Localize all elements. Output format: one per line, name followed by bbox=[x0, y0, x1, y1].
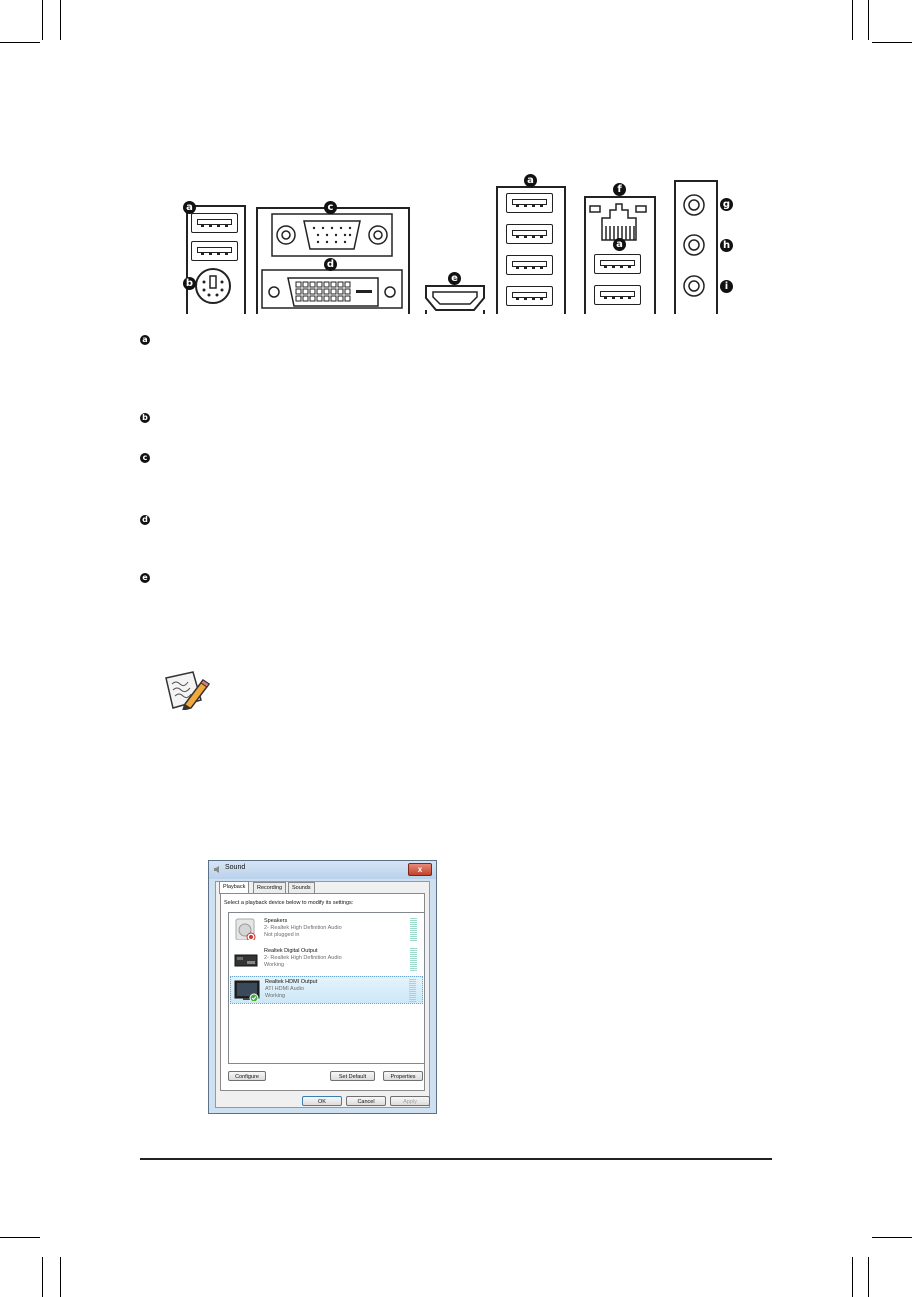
device-list bbox=[228, 912, 425, 1064]
device-driver: 2- Realtek High Definition Audio bbox=[264, 955, 342, 961]
list-marker-b: b bbox=[140, 413, 150, 423]
dialog-titlebar[interactable] bbox=[209, 861, 436, 879]
label-i-badge: i bbox=[720, 280, 733, 293]
device-item[interactable] bbox=[230, 916, 423, 944]
label-c-badge: c bbox=[324, 201, 337, 214]
device-driver: ATI HDMI Audio bbox=[265, 986, 305, 992]
properties-button[interactable]: Properties bbox=[383, 1071, 423, 1081]
dialog-title: Sound bbox=[225, 864, 246, 871]
configure-button[interactable]: Configure bbox=[228, 1071, 266, 1081]
label-h-badge: h bbox=[720, 239, 733, 252]
ps2-port-icon bbox=[193, 266, 233, 306]
device-name: Realtek Digital Output bbox=[264, 948, 318, 954]
vga-port-icon bbox=[268, 210, 396, 260]
hdmi-port-icon bbox=[424, 284, 486, 314]
sound-dialog bbox=[208, 860, 437, 1114]
tab-recording[interactable]: Recording bbox=[253, 882, 286, 894]
usb-port bbox=[506, 286, 553, 306]
usb-port bbox=[506, 193, 553, 213]
device-status: Not plugged in bbox=[264, 932, 300, 938]
label-b-badge: b bbox=[183, 277, 196, 290]
device-name: Realtek HDMI Output bbox=[265, 979, 318, 985]
label-a-badge: a bbox=[183, 201, 196, 214]
device-item-selected[interactable] bbox=[230, 976, 423, 1004]
device-item[interactable] bbox=[230, 946, 423, 974]
close-button[interactable]: x bbox=[408, 863, 432, 876]
usb-port bbox=[594, 254, 641, 274]
footer-rule bbox=[140, 1158, 772, 1160]
usb-port bbox=[191, 241, 238, 261]
usb-port bbox=[191, 213, 238, 233]
device-status: Working bbox=[265, 993, 286, 999]
level-meter bbox=[410, 918, 417, 942]
instruction-text: Select a playback device below to modify its settings: bbox=[224, 900, 354, 906]
list-marker-a: a bbox=[140, 335, 150, 345]
list-marker-c: c bbox=[140, 453, 150, 463]
speaker-icon bbox=[233, 918, 259, 940]
set-default-button[interactable]: Set Default bbox=[330, 1071, 375, 1081]
usb-port bbox=[506, 224, 553, 244]
monitor-icon bbox=[234, 979, 260, 1001]
label-d-badge: d bbox=[324, 258, 337, 271]
apply-button[interactable]: Apply bbox=[390, 1096, 430, 1106]
level-meter bbox=[409, 979, 416, 1003]
level-meter bbox=[410, 948, 417, 972]
label-a-badge: a bbox=[613, 238, 626, 251]
usb-port bbox=[506, 255, 553, 275]
device-driver: 2- Realtek High Definition Audio bbox=[264, 925, 342, 931]
usb-port bbox=[594, 285, 641, 305]
audio-jacks-icon bbox=[680, 192, 708, 302]
label-g-badge: g bbox=[720, 198, 733, 211]
dialog-body bbox=[215, 881, 430, 1108]
list-marker-d: d bbox=[140, 515, 150, 525]
dvi-port-icon bbox=[260, 268, 404, 310]
device-name: Speakers bbox=[264, 918, 288, 924]
device-status: Working bbox=[264, 962, 285, 968]
cancel-button[interactable]: Cancel bbox=[346, 1096, 386, 1106]
tab-sounds[interactable]: Sounds bbox=[288, 882, 315, 894]
list-marker-e: e bbox=[140, 573, 150, 583]
label-e-badge: e bbox=[448, 272, 461, 285]
ok-button[interactable]: OK bbox=[302, 1096, 342, 1106]
playback-pane bbox=[220, 893, 425, 1091]
speaker-title-icon bbox=[213, 865, 222, 874]
tab-playback[interactable]: Playback bbox=[219, 881, 249, 894]
label-f-badge: f bbox=[613, 183, 626, 196]
label-a-badge: a bbox=[524, 174, 537, 187]
note-pencil-icon bbox=[163, 670, 211, 710]
digital-output-icon bbox=[233, 948, 259, 970]
